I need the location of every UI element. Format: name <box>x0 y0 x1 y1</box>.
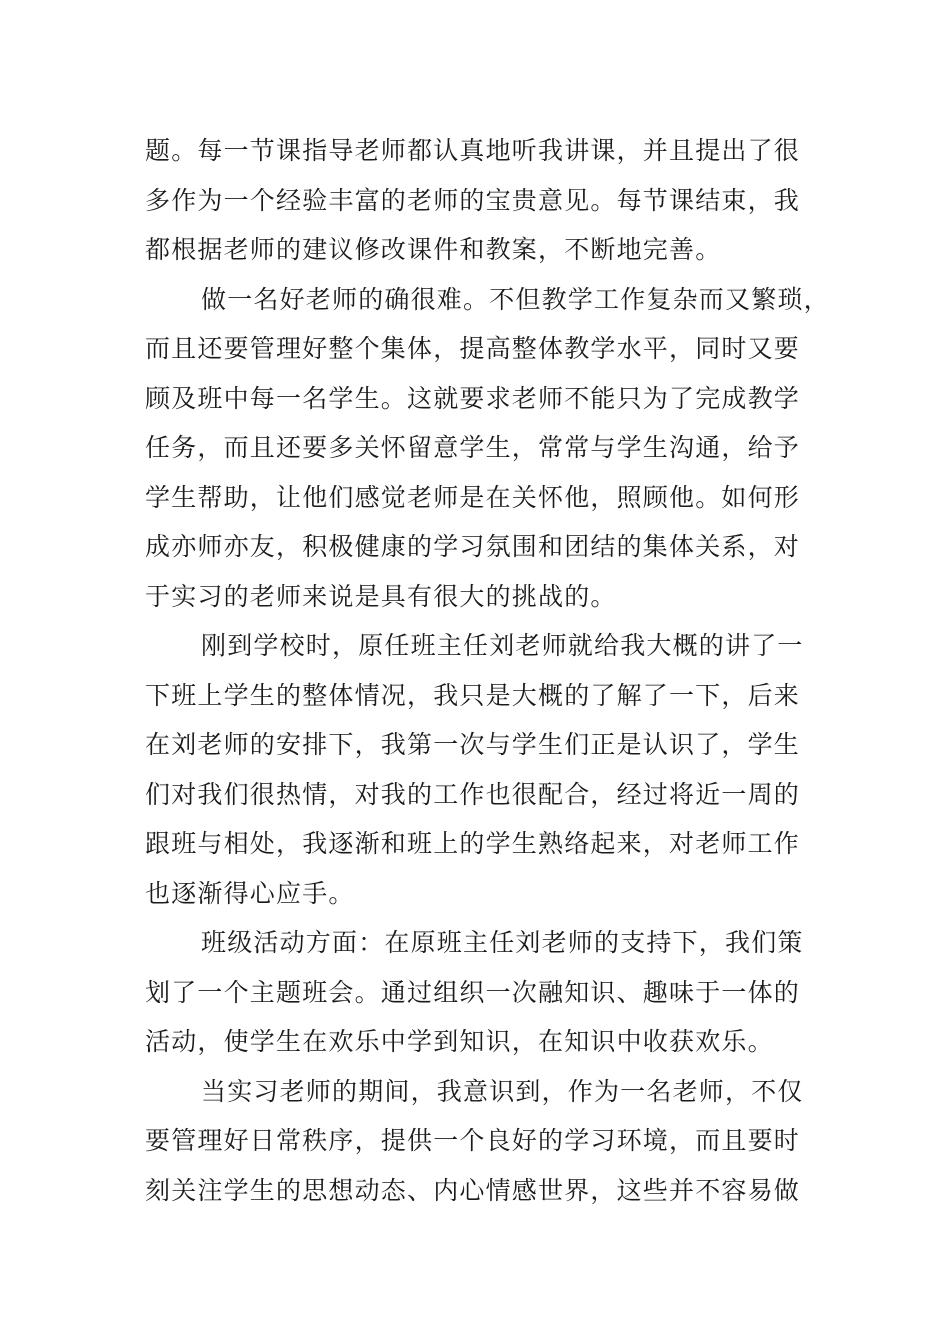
text-line: 刚到学校时，原任班主任刘老师就给我大概的讲了一 <box>201 631 804 660</box>
text-line: 多作为一个经验丰富的老师的宝贵意见。每节课结束，我 <box>145 185 801 215</box>
text-line: 任务，而且还要多关怀留意学生，常常与学生沟通，给予 <box>145 433 801 462</box>
text-line: 顾及班中每一名学生。这就要求老师不能只为了完成教学 <box>145 383 801 413</box>
text-line: 刻关注学生的思想动态、内心情感世界，这些并不容易做 <box>145 1175 801 1205</box>
text-line: 而且还要管理好整个集体，提高整体教学水平，同时又要 <box>145 334 801 363</box>
text-line: 划了一个主题班会。通过组织一次融知识、趣味于一体的 <box>145 977 801 1007</box>
text-line: 班级活动方面：在原班主任刘老师的支持下，我们策 <box>201 928 804 957</box>
text-line: 当实习老师的期间，我意识到，作为一名老师，不仅 <box>201 1076 804 1106</box>
text-line: 都根据老师的建议修改课件和教案，不断地完善。 <box>145 235 722 264</box>
text-line: 题。每一节课指导老师都认真地听我讲课，并且提出了很 <box>145 136 801 165</box>
text-line: 于实习的老师来说是具有很大的挑战的。 <box>145 581 617 611</box>
text-line: 活动，使学生在欢乐中学到知识，在知识中收获欢乐。 <box>145 1027 774 1056</box>
text-line: 学生帮助，让他们感觉老师是在关怀他，照顾他。如何形 <box>145 482 801 512</box>
text-line: 下班上学生的整体情况，我只是大概的了解了一下，后来 <box>145 680 801 710</box>
document-body <box>145 126 835 1215</box>
text-line: 要管理好日常秩序，提供一个良好的学习环境，而且要时 <box>145 1126 801 1155</box>
text-line: 们对我们很热情，对我的工作也很配合，经过将近一周的 <box>145 779 801 809</box>
text-line: 也逐渐得心应手。 <box>145 878 355 908</box>
text-line: 做一名好老师的确很难。不但教学工作复杂而又繁琐， <box>201 284 830 314</box>
text-line: 在刘老师的安排下，我第一次与学生们正是认识了，学生 <box>145 730 801 759</box>
text-line: 跟班与相处，我逐渐和班上的学生熟络起来，对老师工作 <box>145 829 801 858</box>
text-line: 成亦师亦友，积极健康的学习氛围和团结的集体关系，对 <box>145 532 801 561</box>
